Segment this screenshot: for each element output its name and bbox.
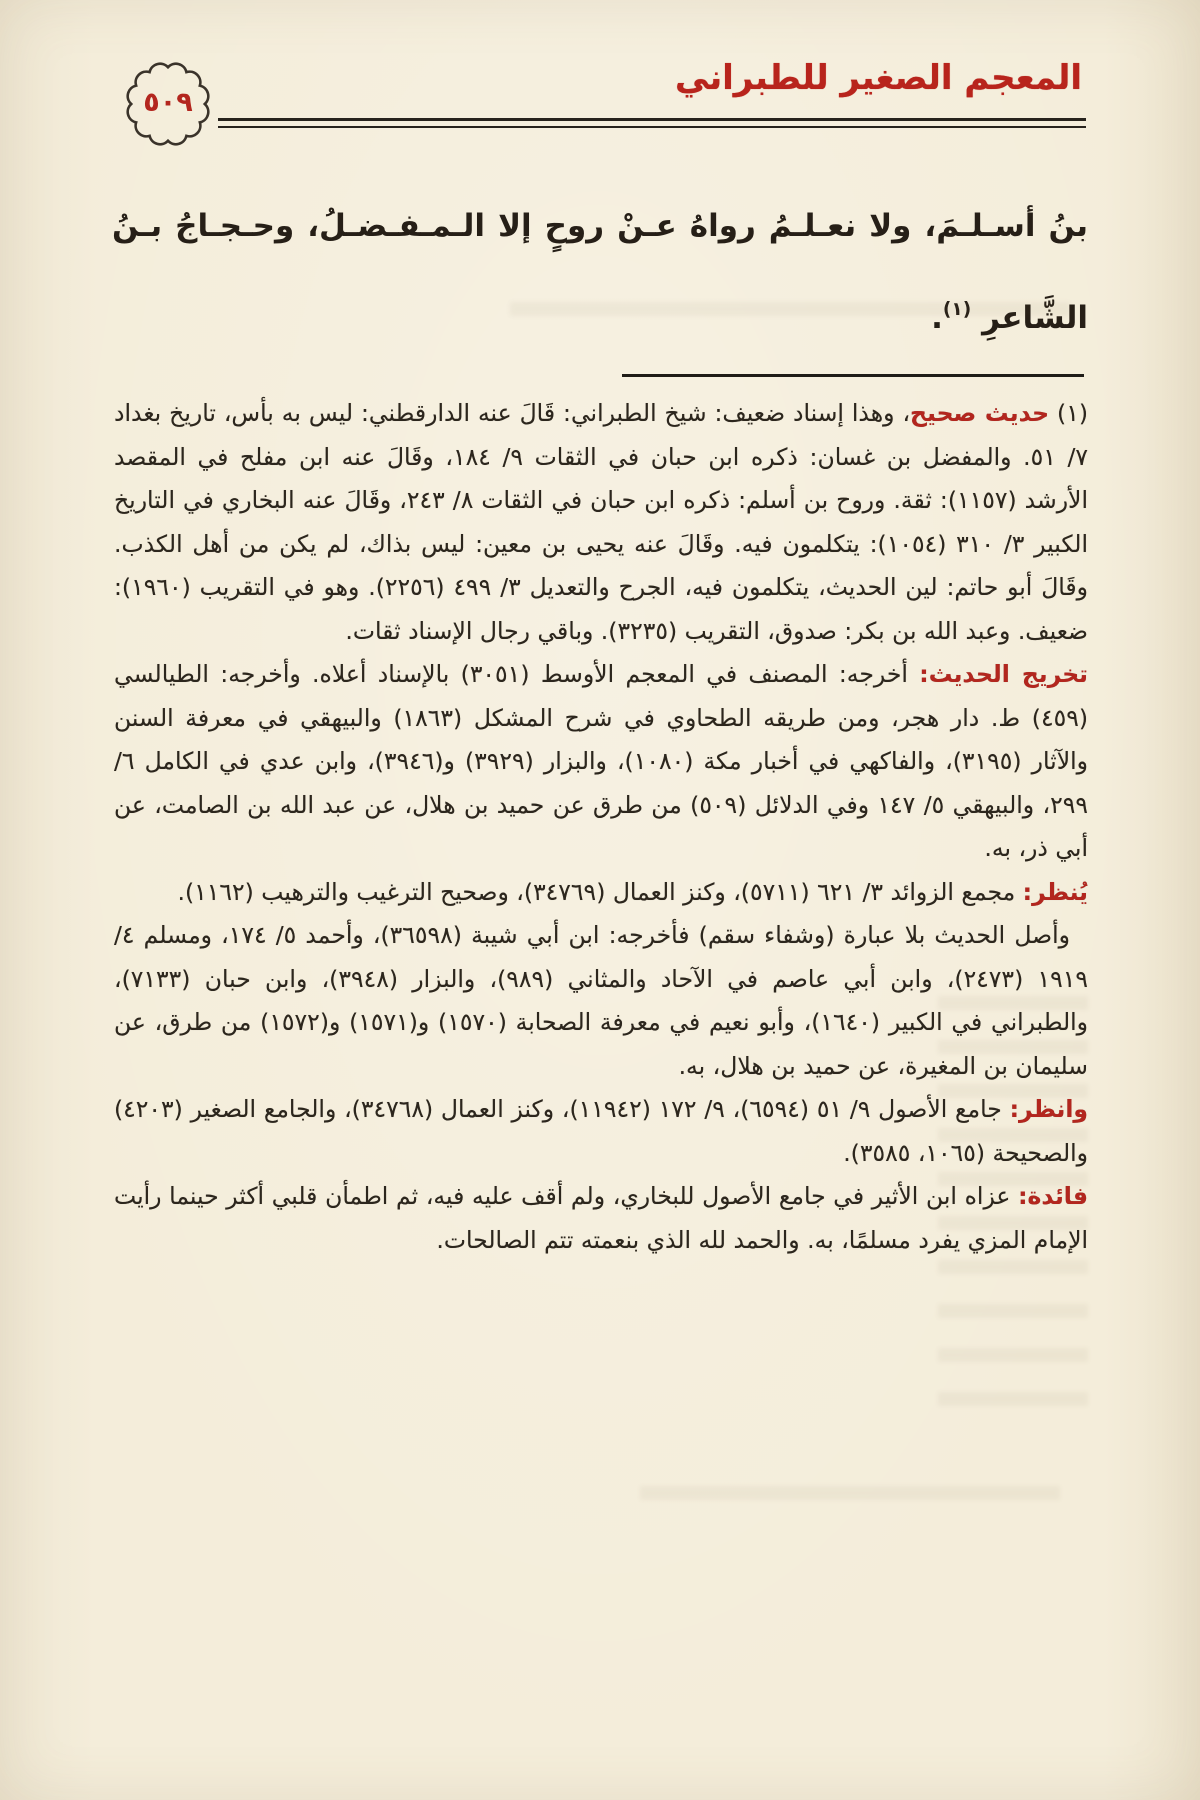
page-number-badge [122, 58, 214, 150]
page-header [0, 0, 1200, 150]
footnote-paragraph-asl-alhadith [114, 914, 1088, 1088]
footnote-paragraph-takhrij [114, 653, 1088, 871]
footnote-text-yunzar: مجمع الزوائد ٣/ ٦٢١ (٥٧١١)، وكنز العمال (٣٤٧٦٩)، وصحيح الترغيب والترهيب (١١٦٢). [177, 877, 1023, 906]
footnote-reference-marker: (١) [942, 299, 972, 320]
footnote-label-hadith-sahih: حديث صحيح [910, 399, 1050, 427]
main-text-line-2-period: . [931, 300, 943, 336]
footnote-text-takhrij: أخرجه: المصنف في المعجم الأوسط (٣٠٥١) بالإسناد أعلاه. وأخرجه: الطيالسي (٤٥٩) ط. دار هجر، ومن طريقه الطحاوي في شرح المشكل (١٨٦٣) والبيهقي في معرفة السنن والآثار (٣١٩٥)، والفاكهي في أخبار مكة (١٠٨٠)، والبزار (٣٩٢٩) و(٣٩٤٦)، وابن عدي في الكامل ٦/ ٢٩٩، والبيهقي ٥/ ١٤٧ وفي الدلائل (٥٠٩) من طرق عن حميد بن هلال، عن عبد الله بن الصامت، عن أبي ذر، به. [114, 660, 1088, 862]
page-showthrough-decoration [640, 1470, 1060, 1526]
footnote-number-marker: (١) [1049, 399, 1089, 427]
book-title: المعجم الصغير للطبراني [674, 58, 1082, 98]
footnote-text-grading: ، وهذا إسناد ضعيف: شيخ الطبراني: قَالَ عنه الدارقطني: ليس به بأس، تاريخ بغداد ٧/ ٥١. والمفضل بن غسان: ذكره ابن حبان في الثقات ٩/ ١٨٤، وقَالَ عنه ابن مفلح في المقصد الأرشد (١١٥٧): ثقة. وروح بن أسلم: ذكره ابن حبان في الثقات ٨/ ٢٤٣، وقَالَ عنه البخاري في التاريخ الكبير ٣/ ٣١٠ (١٠٥٤): يتكلمون فيه. وقَالَ عنه يحيى بن معين: ليس بذاك، لم يكن من أهل الكذب. وقَالَ أبو حاتم: لين الحديث، يتكلمون فيه، الجرح والتعديل ٣/ ٤٩٩ (٢٢٥٦). وهو في التقريب (١٩٦٠): ضعيف. وعبد الله بن بكر: صدوق، التقريب (٣٢٣٥). وباقي رجال الإسناد ثقات. [114, 399, 1089, 645]
footnote-label-faida: فائدة: [1018, 1182, 1088, 1210]
header-rule [218, 118, 1086, 128]
footnote-paragraph-wanzur [114, 1088, 1088, 1175]
footnote-separator [622, 374, 1084, 377]
header-rule-thin [218, 126, 1086, 128]
footnote-section [114, 392, 1088, 1262]
header-rule-thick [218, 118, 1086, 121]
footnote-paragraph-yunzar [114, 871, 1088, 915]
main-text-line-2 [112, 268, 1088, 360]
footnote-label-wanzur: وانظر: [1009, 1095, 1088, 1123]
footnote-paragraph-faida [114, 1175, 1088, 1262]
main-text-line-2-text: الشَّاعرِ [971, 300, 1088, 336]
main-text-line-1: بنُ أسـلـمَ، ولا نعـلـمُ رواهُ عـنْ روحٍ إلا الـمـفـضـلُ، وحـجـاجُ بـنُ [112, 208, 1088, 244]
footnote-paragraph-grading [114, 392, 1088, 653]
main-text [0, 150, 1200, 360]
footnote-label-takhrij: تخريج الحديث: [919, 660, 1088, 688]
footnote-label-yunzar: يُنظر: [1022, 877, 1088, 906]
footnote-text-wanzur: جامع الأصول ٩/ ٥١ (٦٥٩٤)، ٩/ ١٧٢ (١١٩٤٢)، وكنز العمال (٣٤٧٦٨)، والجامع الصغير (٤٢٠٣) والصحيحة (١٠٦٥، ٣٥٨٥). [114, 1095, 1088, 1167]
footnote-text-asl-alhadith: وأصل الحديث بلا عبارة (وشفاء سقم) فأخرجه: ابن أبي شيبة (٣٦٥٩٨)، وأحمد ٥/ ١٧٤، ومسلم ٤/ ١٩١٩ (٢٤٧٣)، وابن أبي عاصم في الآحاد والمثاني (٩٨٩)، والبزار (٣٩٤٨)، وابن حبان (٧١٣٣)، والطبراني في الكبير (١٦٤٠)، وأبو نعيم في معرفة الصحابة (١٥٧٠) و(١٥٧١) و(١٥٧٢) من طرق، عن سليمان بن المغيرة، عن حميد بن هلال، به. [114, 921, 1089, 1080]
page-number: ٥٠٩ [143, 87, 193, 118]
footnote-text-faida: عزاه ابن الأثير في جامع الأصول للبخاري، ولم أقف عليه فيه، ثم اطمأن قلبي أكثر حينما رأيت الإمام المزي يفرد مسلمًا، به. والحمد لله الذي بنعمته تتم الصالحات. [114, 1182, 1088, 1254]
